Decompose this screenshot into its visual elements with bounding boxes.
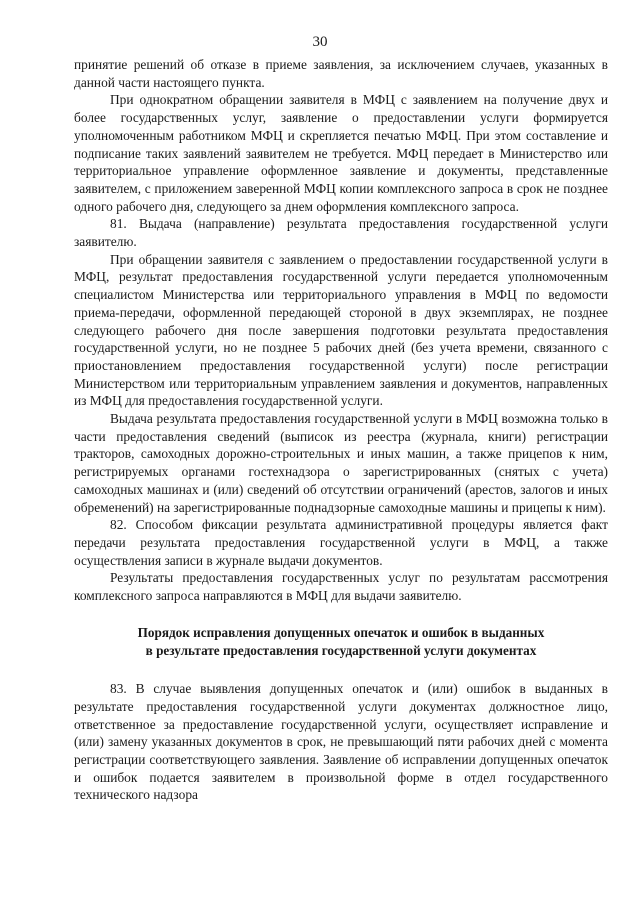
paragraph-result-issuance: Выдача результата предоставления государственной услуги в МФЦ возможна только в части предоставления сведений (выписок из реестра (журнала, книги) регистрации тракторов, самоходных дорожно-строительных и иных машин, а также прицепов к ним, регистрируемых органами гостехнадзора о зарегистрированных (снятых с учета) самоходных машинах и (или) сведений об отсутствии ограничений (арестов, залогов и иных обременений) на зарегистрированные поднадзорные самоходные машины и прицепы к ним). [74,411,608,515]
paragraph-item-82: 82. Способом фиксации результата административной процедуры является факт передачи результата предоставления государственной услуги в МФЦ, а также осуществления записи в журнале выдачи документов. [74,517,608,568]
paragraph-complex-request: При однократном обращении заявителя в МФЦ с заявлением на получение двух и более государственных услуг, заявление о предоставлении услуги формируется уполномоченным работником МФЦ и скрепляется печатью МФЦ. При этом составление и подписание таких заявлений заявителем не требуется. МФЦ передает в Министерство или территориальное управление оформленное заявление и документы, представленные заявителем, с приложением заверенной МФЦ копии комплексного запроса в срок не позднее одного рабочего дня, следующего за днем оформления комплексного запроса. [74,92,608,214]
section-heading [74,624,608,659]
paragraph-complex-results: Результаты предоставления государственных услуг по результатам рассмотрения комплексного запроса направляются в МФЦ для выдачи заявителю. [74,570,608,604]
section-heading-line-2: в результате предоставления государственной услуги документах [145,642,537,658]
paragraph-result-transfer: При обращении заявителя с заявлением о предоставлении государственной услуги в МФЦ, результат предоставления государственной услуги передается уполномоченным специалистом Министерства или территориального управления в МФЦ по ведомости приема-передачи, оформленной передающей стороной в двух экземплярах, не позднее следующего рабочего дня после завершения подготовки результата предоставления государственной услуги, но не позднее 5 рабочих дней (без учета времени, связанного с приостановлением предоставления государственной услуги) после регистрации Министерством или территориальным управлением заявления и документов, направленных из МФЦ для предоставления государственной услуги. [74,251,608,409]
section-heading-line-1: Порядок исправления допущенных опечаток и ошибок в выданных [137,624,545,640]
document-body [74,56,608,804]
paragraph-item-81: 81. Выдача (направление) результата предоставления государственной услуги заявителю. [74,216,608,250]
paragraph-item-83: 83. В случае выявления допущенных опечаток и (или) ошибок в выданных в результате предоставления государственной услуги документах должностное лицо, ответственное за предоставление государственной услуги, осуществляет исправление и (или) замену указанных документов в срок, не превышающий пяти рабочих дней с момента регистрации соответствующего заявления. Заявление об исправлении допущенных опечаток и ошибок подается заявителем в произвольной форме в отдел государственного технического надзора [74,681,608,803]
page-number: 30 [312,34,328,50]
paragraph-continuation: принятие решений об отказе в приеме заявления, за исключением случаев, указанных в данной части настоящего пункта. [74,57,608,90]
